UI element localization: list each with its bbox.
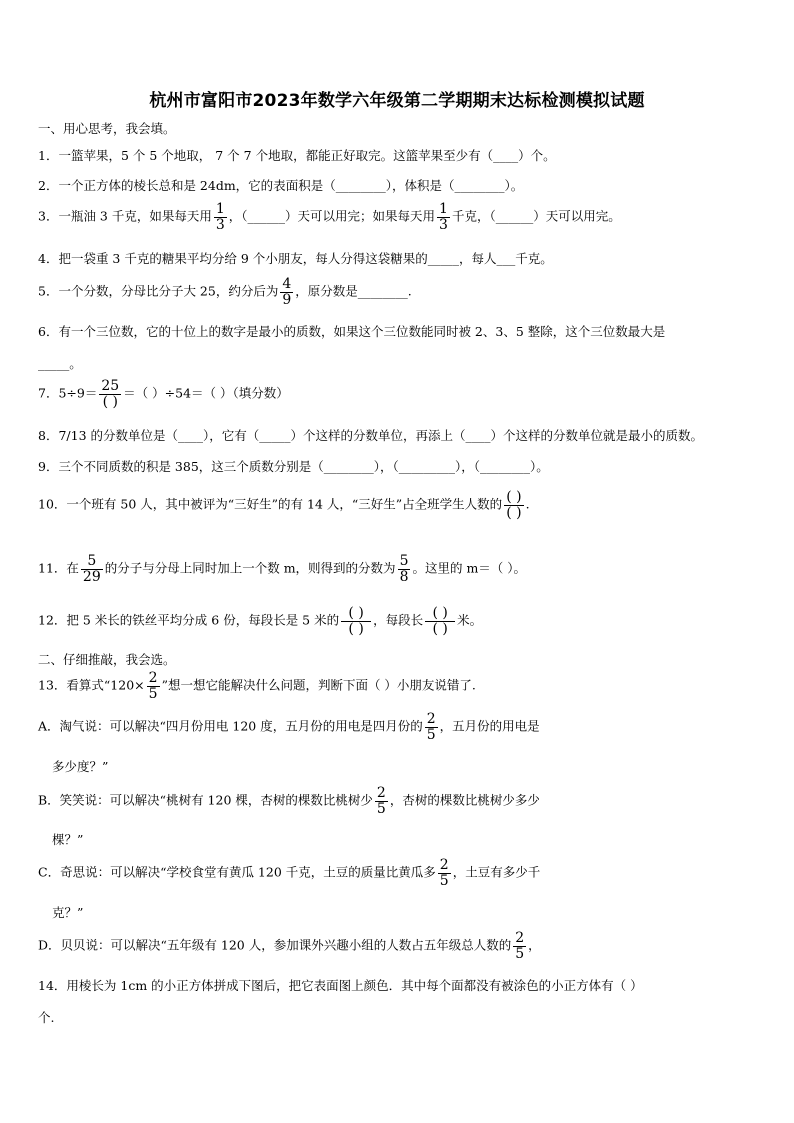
option-b-fraction [375, 786, 388, 816]
q10-fraction-numerator: ( ) [506, 489, 522, 505]
option-b-fraction-denominator: 5 [376, 800, 386, 817]
q12-fraction-1 [341, 606, 371, 636]
q3-fraction-2-denominator: 3 [439, 216, 448, 233]
q5-fraction-numerator: 4 [282, 276, 292, 292]
q13-text-b: ”想一想它能解决什么问题，判断下面（ ）小朋友说错了. [161, 677, 476, 693]
q3-fraction-2-numerator: 1 [439, 201, 448, 217]
option-d-text-a: D．贝贝说：可以解决“五年级有 120 人，参加课外兴趣小组的人数占五年级总人数的 [38, 937, 512, 953]
option-d-fraction [513, 931, 526, 961]
q12-fraction-1-numerator: ( ) [341, 606, 371, 622]
q7-fraction-numerator: 25 [101, 378, 120, 394]
option-b-text-a: B．笑笑说：可以解决“桃树有 120 棵，杏树的棵数比桃树少 [38, 792, 373, 808]
q11-fraction-1-numerator: 5 [81, 554, 103, 570]
q12-fraction-2-numerator: ( ) [425, 606, 455, 622]
q3-fraction-2 [437, 202, 450, 232]
question-14-continuation: 个. [38, 1010, 55, 1025]
option-b [38, 786, 540, 816]
q7-fraction-denominator: ( ) [102, 393, 118, 410]
option-c-fraction-denominator: 5 [439, 872, 449, 889]
option-c-fraction [438, 858, 451, 888]
q10-fraction [504, 490, 523, 520]
option-c-text-b: ，土豆有多少千 [452, 864, 541, 880]
q3-text-c: 千克，（______）天可以用完。 [451, 208, 621, 224]
q11-fraction-2-denominator: 8 [399, 568, 409, 585]
question-13 [38, 671, 476, 701]
q3-fraction-1-numerator: 1 [215, 201, 225, 217]
option-a-continuation: 多少度？” [52, 759, 109, 774]
q11-fraction-1 [81, 554, 103, 584]
q5-fraction [280, 277, 293, 307]
q10-text-b: . [525, 496, 530, 512]
option-c-continuation: 克？” [52, 905, 84, 920]
option-b-text-b: ，杏树的棵数比桃树少多少 [389, 792, 540, 808]
question-8: 8．7/13 的分数单位是（____），它有（_____）个这样的分数单位，再添上（____）个这样的分数单位就是最小的质数。 [38, 428, 703, 443]
q3-text-b: ，（______）天可以用完；如果每天用 [228, 208, 436, 224]
option-d-fraction-numerator: 2 [515, 930, 525, 946]
section-2-heading: 二、仔细推敲，我会选。 [38, 652, 176, 667]
q13-fraction [147, 671, 160, 701]
q13-text-a: 13．看算式“120× [38, 677, 145, 693]
q3-fraction-1-denominator: 3 [215, 216, 225, 233]
question-2: 2．一个正方体的棱长总和是 24dm，它的表面积是（________），体积是（________）。 [38, 178, 524, 193]
q7-text-a: 7．5÷9＝ [38, 385, 98, 401]
option-a-text-a: A．淘气说：可以解决“四月份用电 120 度，五月份的用电是四月份的 [38, 718, 423, 734]
q5-fraction-denominator: 9 [282, 291, 292, 308]
question-14: 14．用棱长为 1cm 的小正方体拼成下图后，把它表面图上颜色．其中每个面都没有被涂色的小正方体有（ ） [38, 978, 643, 993]
q12-text-c: 米。 [457, 612, 483, 628]
q10-text-a: 10．一个班有 50 人，其中被评为“三好生”的有 14 人，“三好生”占全班学生人数的 [38, 496, 503, 512]
section-1-heading: 一、用心思考，我会填。 [38, 121, 176, 136]
q11-fraction-2 [398, 554, 411, 584]
q11-text-b: 的分子与分母上同时加上一个数 m，则得到的分数为 [104, 560, 396, 576]
question-3 [38, 202, 621, 232]
q12-text-b: ，每段长 [373, 612, 424, 628]
option-a-fraction [425, 712, 438, 742]
option-c-text-a: C．奇思说：可以解决“学校食堂有黄瓜 120 千克，土豆的质量比黄瓜多 [38, 864, 436, 880]
q10-fraction-denominator: ( ) [506, 504, 522, 521]
option-a [38, 712, 540, 742]
question-7 [38, 379, 289, 409]
option-c-fraction-numerator: 2 [439, 857, 449, 873]
q5-text-a: 5．一个分数，分母比分子大 25，约分后为 [38, 283, 279, 299]
question-9: 9．三个不同质数的积是 385，这三个质数分别是（________），（_________），（________）。 [38, 459, 549, 474]
q11-fraction-1-denominator: 29 [82, 568, 101, 585]
q7-text-b: ＝（ ）÷54＝（ ）（填分数） [123, 385, 289, 401]
option-b-continuation: 棵？” [52, 832, 84, 847]
question-6: 6．有一个三位数，它的十位上的数字是最小的质数，如果这个三位数能同时被 2、3、5 整除，这个三位数最大是 [38, 324, 666, 339]
option-a-text-b: ，五月份的用电是 [439, 718, 540, 734]
q12-fraction-1-denominator: ( ) [348, 620, 364, 637]
q3-text-a: 3．一瓶油 3 千克，如果每天用 [38, 208, 212, 224]
q3-fraction-1 [214, 202, 227, 232]
question-5 [38, 277, 412, 307]
q12-text-a: 12．把 5 米长的铁丝平均分成 6 份，每段长是 5 米的 [38, 612, 340, 628]
option-d-text-b: ， [528, 937, 541, 953]
q11-text-c: 。这里的 m＝（ ）。 [412, 560, 527, 576]
question-11 [38, 554, 526, 584]
question-12 [38, 606, 482, 636]
q5-text-b: ，原分数是________. [295, 283, 412, 299]
page-title: 杭州市富阳市2023年数学六年级第二学期期末达标检测模拟试题 [149, 91, 645, 111]
option-a-fraction-numerator: 2 [426, 711, 436, 727]
option-d [38, 931, 541, 961]
q11-text-a: 11．在 [38, 560, 79, 576]
option-c [38, 858, 540, 888]
option-b-fraction-numerator: 2 [376, 785, 386, 801]
q12-fraction-2 [425, 606, 455, 636]
q11-fraction-2-numerator: 5 [399, 553, 409, 569]
q13-fraction-numerator: 2 [148, 670, 158, 686]
question-10 [38, 490, 530, 520]
q13-fraction-denominator: 5 [148, 685, 158, 702]
q12-fraction-2-denominator: ( ) [432, 620, 448, 637]
question-1: 1．一篮苹果，5 个 5 个地取， 7 个 7 个地取，都能正好取完。这篮苹果至少有（____）个。 [38, 148, 556, 163]
question-6-continuation: _____。 [38, 356, 82, 371]
option-d-fraction-denominator: 5 [515, 945, 525, 962]
q7-fraction [99, 379, 121, 409]
option-a-fraction-denominator: 5 [426, 726, 436, 743]
question-4: 4．把一袋重 3 千克的糖果平均分给 9 个小朋友，每人分得这袋糖果的_____，每人___千克。 [38, 251, 553, 266]
